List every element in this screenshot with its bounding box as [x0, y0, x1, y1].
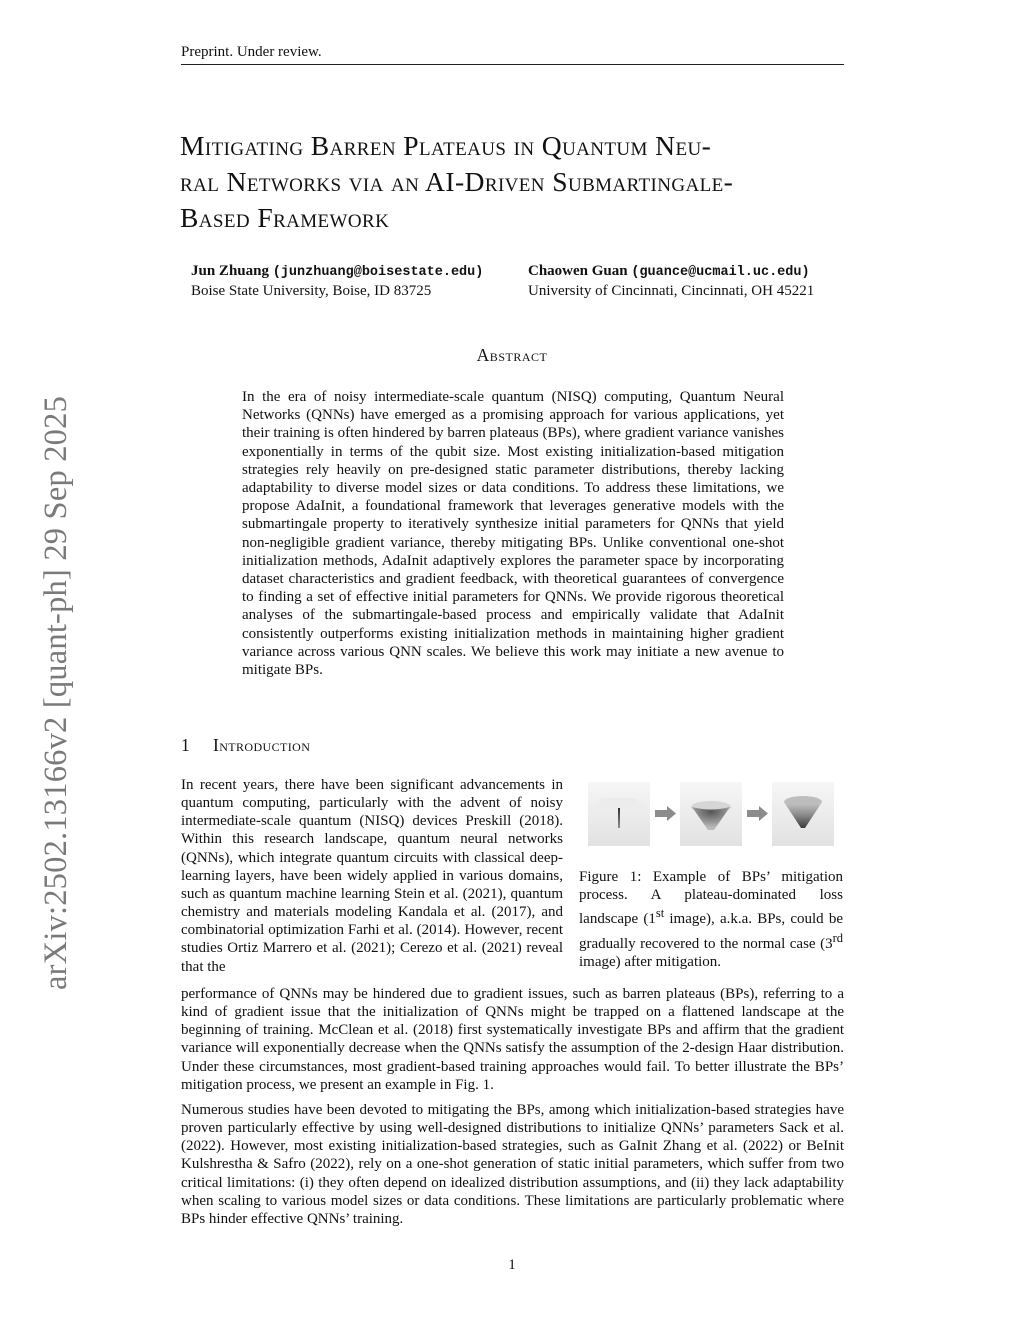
author-email[interactable]: (junzhuang@boisestate.edu)	[272, 265, 484, 280]
author-block	[191, 262, 483, 300]
intro-paragraph-full-width: performance of QNNs may be hindered due to gradient issues, such as barren plateaus (BPs), referring to a kind of gradient issue that the initialization of QNNs might be trapped on a flattened landscape at the beginning of training. McClean et al. (2018) first systematically investigate BPs and affirm that the gradient variance will exponentially decrease when the QNNs satisfy the assumption of the 2-design Haar distribution. Under these circumstances, most gradient-based training approaches would fail. To better illustrate the BPs’ mitigation process, we present an example in Fig. 1.	[181, 986, 844, 1093]
landscape-3-icon	[772, 782, 834, 846]
landscape-1-icon	[588, 782, 650, 846]
arxiv-stamp: arXiv:2502.13166v2 [quant-ph] 29 Sep 2025	[38, 395, 74, 990]
section-number: 1	[181, 735, 191, 755]
title-line: ral Networks via an AI-Driven Submartingale-	[180, 166, 734, 197]
page-number: 1	[508, 1257, 516, 1273]
abstract-heading: Abstract	[476, 345, 548, 365]
title-line: Mitigating Barren Plateaus in Quantum Neu-	[180, 130, 712, 161]
landscape-2-icon	[680, 782, 742, 846]
author-email[interactable]: (guance@ucmail.uc.edu)	[631, 265, 810, 280]
header-rule	[181, 64, 844, 65]
title-line: Based Framework	[180, 202, 390, 233]
intro-paragraph-wrapped: In recent years, there have been significant advancements in quantum computing, particularly with the advent of noisy intermediate-scale quantum (NISQ) devices Preskill (2018). Within this research landscape, quantum neural networks (QNNs), which integrate quantum circuits with classical deep-learning layers, have been widely applied in various domains, such as quantum machine learning Stein et al. (2021), quantum chemistry and materials modeling Kandala et al. (2017), and combinatorial optimization Farhi et al. (2014). However, recent studies Ortiz Marrero et al. (2021); Cerezo et al. (2021) reveal that the	[181, 777, 563, 975]
author-name: Chaowen Guan	[528, 263, 628, 279]
figure-1	[588, 782, 834, 848]
figure-1-graphic	[588, 782, 834, 848]
author-block	[528, 262, 814, 300]
arrow-right-icon	[655, 806, 676, 821]
author-affiliation: University of Cincinnati, Cincinnati, OH 45221	[528, 283, 815, 299]
section-heading-introduction	[181, 735, 310, 756]
intro-paragraph-2: Numerous studies have been devoted to mitigating the BPs, among which initialization-based strategies have proven particularly effective by using well-designed distributions to initialize QNNs’ parameters Sack et al. (2022). However, most existing initialization-based strategies, such as GaInit Zhang et al. (2022) or BeInit Kulshrestha & Safro (2022), rely on a one-shot generation of static initial parameters, which suffer from two critical limitations: (i) they often depend on idealized distribution assumptions, and (ii) they lack adaptability when scaling to various model sizes or data conditions. These limitations are particularly problematic where BPs hinder effective QNNs’ training.	[181, 1102, 844, 1227]
abstract-text: In the era of noisy intermediate-scale quantum (NISQ) computing, Quantum Neural Networks (QNNs) have emerged as a promising approach for various applications, yet their training is often hindered by barren plateaus (BPs), where gradient variance vanishes exponentially in terms of the qubit size. Most existing initialization-based mitigation strategies rely heavily on pre-designed static parameter distributions, thereby lacking adaptability to diverse model sizes or data conditions. To address these limitations, we propose AdaInit, a foundational framework that leverages generative models with the submartingale property to iteratively synthesize initial parameters for QNNs that yield non-negligible gradient variance, thereby mitigating BPs. Unlike conventional one-shot initialization methods, AdaInit adaptively explores the parameter space by incorporating dataset characteristics and gradient feedback, with theoretical guarantees of convergence to finding a set of effective initial parameters for QNNs. We provide rigorous theoretical analyses of the submartingale-based process and empirically validate that AdaInit consistently outperforms existing initialization methods in maintaining higher gradient variance across various QNN scales. We believe this work may initiate a new avenue to mitigate BPs.	[242, 389, 784, 679]
running-header: Preprint. Under review.	[181, 44, 322, 60]
author-name: Jun Zhuang	[191, 263, 269, 279]
figure-1-caption: Figure 1: Example of BPs’ mitigation process. A plateau-dominated loss landscape (1st image), a.k.a. BPs, could be gradually recovered to the normal case (3rd image) after mitigation.	[579, 869, 843, 970]
arrow-right-icon	[747, 806, 768, 821]
paper-title	[180, 128, 848, 236]
section-title: Introduction	[213, 735, 311, 755]
author-affiliation: Boise State University, Boise, ID 83725	[191, 283, 432, 299]
